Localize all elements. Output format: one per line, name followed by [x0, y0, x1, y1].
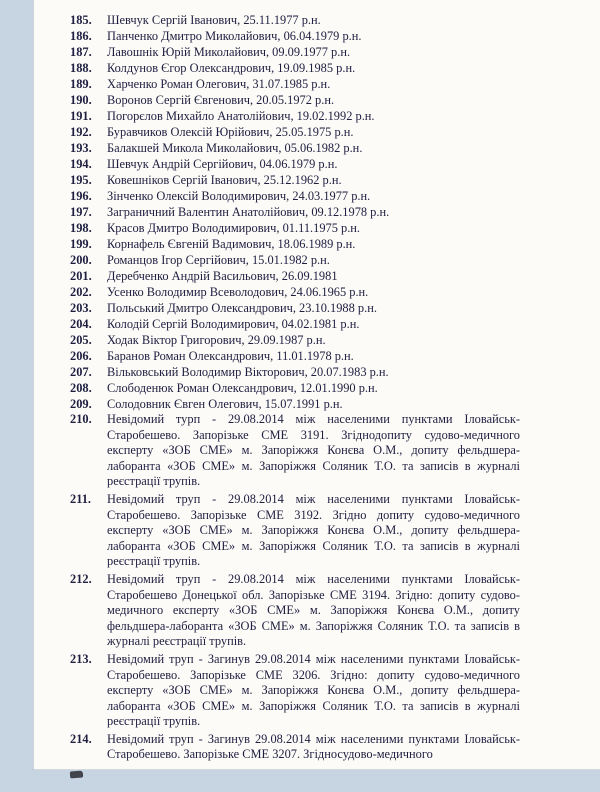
people-list [70, 12, 520, 412]
entry-text: Шевчук Андрій Сергійович, 04.06.1979 р.н. [107, 157, 338, 171]
entry-text: Заграничний Валентин Анатолійович, 09.12.1978 р.н. [107, 205, 390, 219]
entry-text: Баранов Роман Олександрович, 11.01.1978 р.н. [107, 349, 354, 363]
entry-text: Панченко Дмитро Миколайович, 06.04.1979 р.н. [107, 29, 362, 43]
entry-number: 195. [70, 173, 92, 187]
entry-text: Ходак Віктор Григорович, 29.09.1987 р.н. [107, 333, 326, 347]
list-item [70, 364, 520, 380]
case-paragraph [70, 492, 520, 570]
entry-number: 206. [70, 349, 92, 363]
entry-number: 192. [70, 125, 92, 139]
entry-number: 193. [70, 141, 92, 155]
case-paragraph [70, 732, 520, 763]
entry-number: 194. [70, 157, 92, 171]
list-item [70, 316, 520, 332]
entry-number: 200. [70, 253, 92, 267]
list-item [70, 204, 520, 220]
entry-number: 213. [70, 651, 92, 666]
case-paragraph [70, 652, 520, 730]
entry-text: Деребченко Андрій Васильович, 26.09.1981 [107, 269, 338, 283]
list-item [70, 124, 520, 140]
entry-text: Красов Дмитро Володимирович, 01.11.1975 р.н. [107, 221, 361, 235]
list-item [70, 188, 520, 204]
entry-text: Польський Дмитро Олександрович, 23.10.1988 р.н. [107, 301, 377, 315]
list-item [70, 220, 520, 236]
entry-text: Солодовник Євген Олегович, 15.07.1991 р.н. [107, 397, 343, 411]
entry-text: Буравчиков Олексій Юрійович, 25.05.1975 р.н. [107, 125, 354, 139]
entry-number: 186. [70, 29, 92, 43]
entry-number: 201. [70, 269, 92, 283]
entry-number: 209. [70, 397, 92, 411]
entry-number: 199. [70, 237, 92, 251]
entry-number: 188. [70, 61, 92, 75]
entry-text: Невідомий труп - 29.08.2014 між населеними пунктами Іловайськ-Старобешево. Запорізьке СМЕ 3192. Згідно допиту судово-медичного експерту «ЗОБ СМЕ» м. Запоріжжя Конєва О.М., допиту фельдшера-лаборанта «ЗОБ СМЕ» м. Запоріжжя Соляник Т.О. та записів в журналі реєстрації трупів. [107, 491, 520, 569]
list-item [70, 252, 520, 268]
entry-number: 207. [70, 365, 92, 379]
entry-number: 204. [70, 317, 92, 331]
document-page [33, 0, 600, 770]
entry-number: 203. [70, 301, 92, 315]
entry-number: 187. [70, 45, 92, 59]
entry-text: Невідомий турп - 29.08.2014 між населеними пунктами Іловайськ-Старобешево. Запорізьке СМЕ 3191. Згіднодопиту судово-медичного експерту «ЗОБ СМЕ» м. Запоріжжя Конєва О.М., допиту фельдшера-лаборанта «ЗОБ СМЕ» м. Запоріжжя Соляник Т.О. та записів в журналі реєстрації трупів. [107, 412, 520, 489]
case-paragraph [70, 572, 520, 650]
entry-text: Воронов Сергій Євгенович, 20.05.1972 р.н. [107, 93, 335, 107]
entry-number: 189. [70, 77, 92, 91]
entry-text: Корнафель Євгеній Вадимович, 18.06.1989 р.н. [107, 237, 356, 251]
list-item [70, 140, 520, 156]
entry-text: Невідомий труп - Загинув 29.08.2014 між населеними пунктами Іловайськ-Старобешево. Запорізьке СМЕ 3207. Згідносудово-медичного [107, 731, 520, 762]
entry-text: Балакшей Микола Миколайович, 05.06.1982 р.н. [107, 141, 363, 155]
entry-number: 197. [70, 205, 92, 219]
entry-number: 190. [70, 93, 92, 107]
entry-number: 211. [70, 491, 91, 506]
list-item [70, 76, 520, 92]
entry-text: Погорєлов Михайло Анатолійович, 19.02.1992 р.н. [107, 109, 375, 123]
entry-number: 212. [70, 571, 92, 586]
entry-number: 208. [70, 381, 92, 395]
paragraph-list [70, 412, 520, 763]
list-item [70, 380, 520, 396]
page-content [33, 0, 600, 763]
entry-text: Усенко Володимир Всеволодович, 24.06.1965 р.н. [107, 285, 369, 299]
entry-number: 214. [70, 731, 92, 746]
entry-text: Колдунов Єгор Олександрович, 19.09.1985 р.н. [107, 61, 356, 75]
entry-text: Колодій Сергій Володимирович, 04.02.1981 р.н. [107, 317, 360, 331]
entry-text: Романцов Ігор Сергійович, 15.01.1982 р.н. [107, 253, 330, 267]
entry-number: 205. [70, 333, 92, 347]
list-item [70, 300, 520, 316]
list-item [70, 284, 520, 300]
entry-text: Вільковський Володимир Вікторович, 20.07.1983 р.н. [107, 365, 389, 379]
entry-text: Невідомий труп - Загинув 29.08.2014 між населеними пунктами Іловайськ-Старобешево. Запорізьке СМЕ 3206. Згідно: допиту судово-медичного експерту «ЗОБ СМЕ» м. Запоріжжя Конєва О.М., допиту фельдшера-лаборанта «ЗОБ СМЕ» м. Запоріжжя Соляник Т.О. та записів в журналі реєстрації трупів. [107, 651, 520, 729]
entry-text: Шевчук Сергій Іванович, 25.11.1977 р.н. [107, 13, 321, 27]
list-item [70, 44, 520, 60]
list-item [70, 60, 520, 76]
list-item [70, 92, 520, 108]
entry-number: 198. [70, 221, 92, 235]
entry-number: 185. [70, 13, 92, 27]
list-item [70, 236, 520, 252]
entry-text: Слободенюк Роман Олександрович, 12.01.1990 р.н. [107, 381, 378, 395]
list-item [70, 396, 520, 412]
entry-text: Харченко Роман Олегович, 31.07.1985 р.н. [107, 77, 331, 91]
entry-text: Невідомий труп - 29.08.2014 між населеними пунктами Іловайськ-Старобешево Донецької обл. Запорізьке СМЕ 3194. Згідно: допиту судово-медичного експерту «ЗОБ СМЕ» м. Запоріжжя Конєва О.М., допиту фельдшера-лаборанта «ЗОБ СМЕ» м. Запоріжжя Соляник Т.О. та записів в журналі реєстрації трупів. [107, 571, 520, 649]
entry-number: 202. [70, 285, 92, 299]
list-item [70, 332, 520, 348]
entry-number: 196. [70, 189, 92, 203]
list-item [70, 268, 520, 284]
list-item [70, 28, 520, 44]
scan-artifact-mark [70, 771, 83, 779]
list-item [70, 12, 520, 28]
case-paragraph [70, 412, 520, 490]
list-item [70, 172, 520, 188]
list-item [70, 348, 520, 364]
list-item [70, 108, 520, 124]
entry-number: 191. [70, 109, 92, 123]
list-item [70, 156, 520, 172]
entry-text: Ковешніков Сергій Іванович, 25.12.1962 р.н. [107, 173, 342, 187]
entry-text: Зінченко Олексій Володимирович, 24.03.1977 р.н. [107, 189, 371, 203]
entry-number: 210. [70, 412, 92, 426]
entry-text: Лавошнік Юрій Миколайович, 09.09.1977 р.н. [107, 45, 351, 59]
